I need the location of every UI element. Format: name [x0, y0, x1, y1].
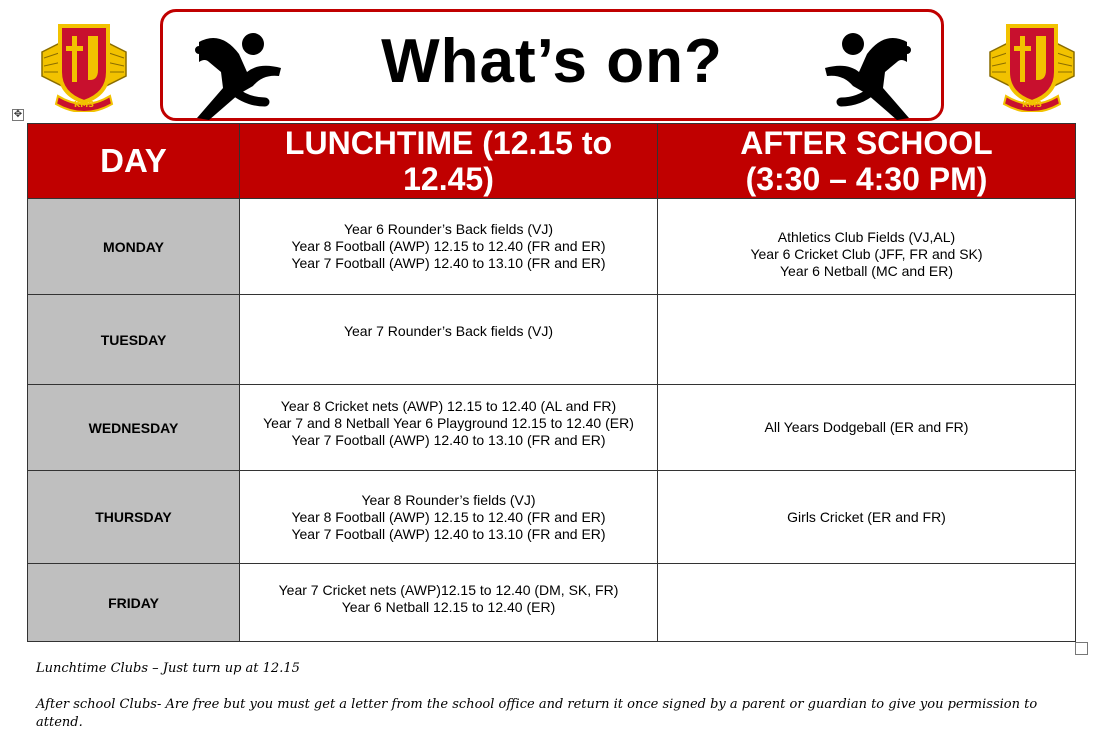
activity-line: Year 6 Cricket Club (JFF, FR and SK): [750, 246, 983, 262]
header-row: [28, 124, 1076, 199]
notes-section: [36, 660, 1056, 750]
crest-text: KMS: [1022, 100, 1042, 109]
lunchtime-note: Lunchtime Clubs – Just turn up at 12.15: [36, 661, 300, 676]
day-cell: FRIDAY: [28, 564, 240, 642]
activity-line: Year 7 and 8 Netball Year 6 Playground 12.15 to 12.40 (ER): [263, 415, 634, 431]
table-row-thursday: [28, 471, 1076, 564]
table-resize-handle-icon[interactable]: [1075, 642, 1088, 655]
header-lunchtime: LUNCHTIME (12.15 to 12.45): [240, 124, 658, 199]
table-row-monday: [28, 199, 1076, 295]
activity-line: Year 6 Netball 12.15 to 12.40 (ER): [341, 598, 556, 615]
table-row-tuesday: [28, 295, 1076, 385]
lunchtime-cell[interactable]: [240, 471, 658, 564]
schedule-table: [27, 123, 1076, 642]
lunchtime-cell[interactable]: [240, 564, 658, 642]
page-title: What’s on?: [381, 27, 723, 96]
lunchtime-cell[interactable]: [240, 295, 658, 385]
after-school-cell[interactable]: [658, 199, 1076, 295]
day-cell: WEDNESDAY: [28, 385, 240, 471]
table-row-friday: [28, 564, 1076, 642]
after-school-cell[interactable]: [658, 385, 1076, 471]
header-day: DAY: [28, 124, 240, 199]
activity-line: Athletics Club Fields (VJ,AL): [777, 229, 956, 245]
activity-line: Year 7 Football (AWP) 12.40 to 13.10 (FR and ER): [291, 432, 606, 448]
activity-line: Year 8 Rounder’s fields (VJ): [361, 491, 536, 508]
table-move-handle-icon[interactable]: ✥: [13, 109, 23, 120]
day-cell: THURSDAY: [28, 471, 240, 564]
school-crest-icon-left: [38, 20, 130, 112]
table-row-wednesday: [28, 385, 1076, 471]
lunchtime-cell[interactable]: [240, 385, 658, 471]
after-school-cell[interactable]: [658, 295, 1076, 385]
activity-line: Year 8 Cricket nets (AWP) 12.15 to 12.40 (AL and FR): [280, 398, 617, 414]
runner-icon-right: [819, 28, 937, 124]
activity-line: Girls Cricket (ER and FR): [787, 508, 946, 525]
activity-line: Year 8 Football (AWP) 12.15 to 12.40 (FR and ER): [291, 508, 606, 525]
activity-line: Year 8 Football (AWP) 12.15 to 12.40 (FR and ER): [291, 238, 606, 254]
activity-line: Year 7 Cricket nets (AWP)12.15 to 12.40 (DM, SK, FR): [278, 581, 619, 598]
activity-line: Year 6 Netball (MC and ER): [779, 263, 953, 279]
after-school-cell[interactable]: [658, 471, 1076, 564]
lunchtime-cell[interactable]: [240, 199, 658, 295]
activity-line: Year 7 Football (AWP) 12.40 to 13.10 (FR and ER): [291, 525, 606, 542]
after-school-cell[interactable]: [658, 564, 1076, 642]
activity-line: All Years Dodgeball (ER and FR): [764, 419, 969, 435]
header-after-school: AFTER SCHOOL (3:30 – 4:30 PM): [658, 124, 1076, 199]
crest-text: KMS: [74, 100, 94, 109]
title-banner: [160, 9, 944, 121]
day-cell: MONDAY: [28, 199, 240, 295]
activity-line: Year 6 Rounder’s Back fields (VJ): [343, 221, 554, 237]
activity-line: Year 7 Rounder’s Back fields (VJ): [343, 323, 554, 339]
day-cell: TUESDAY: [28, 295, 240, 385]
activity-line: Year 7 Football (AWP) 12.40 to 13.10 (FR and ER): [291, 255, 606, 271]
after-school-note: After school Clubs- Are free but you must get a letter from the school office and return it once signed by a parent or guardian to give you permission to attend.: [36, 697, 1038, 730]
school-crest-icon-right: [986, 20, 1078, 112]
